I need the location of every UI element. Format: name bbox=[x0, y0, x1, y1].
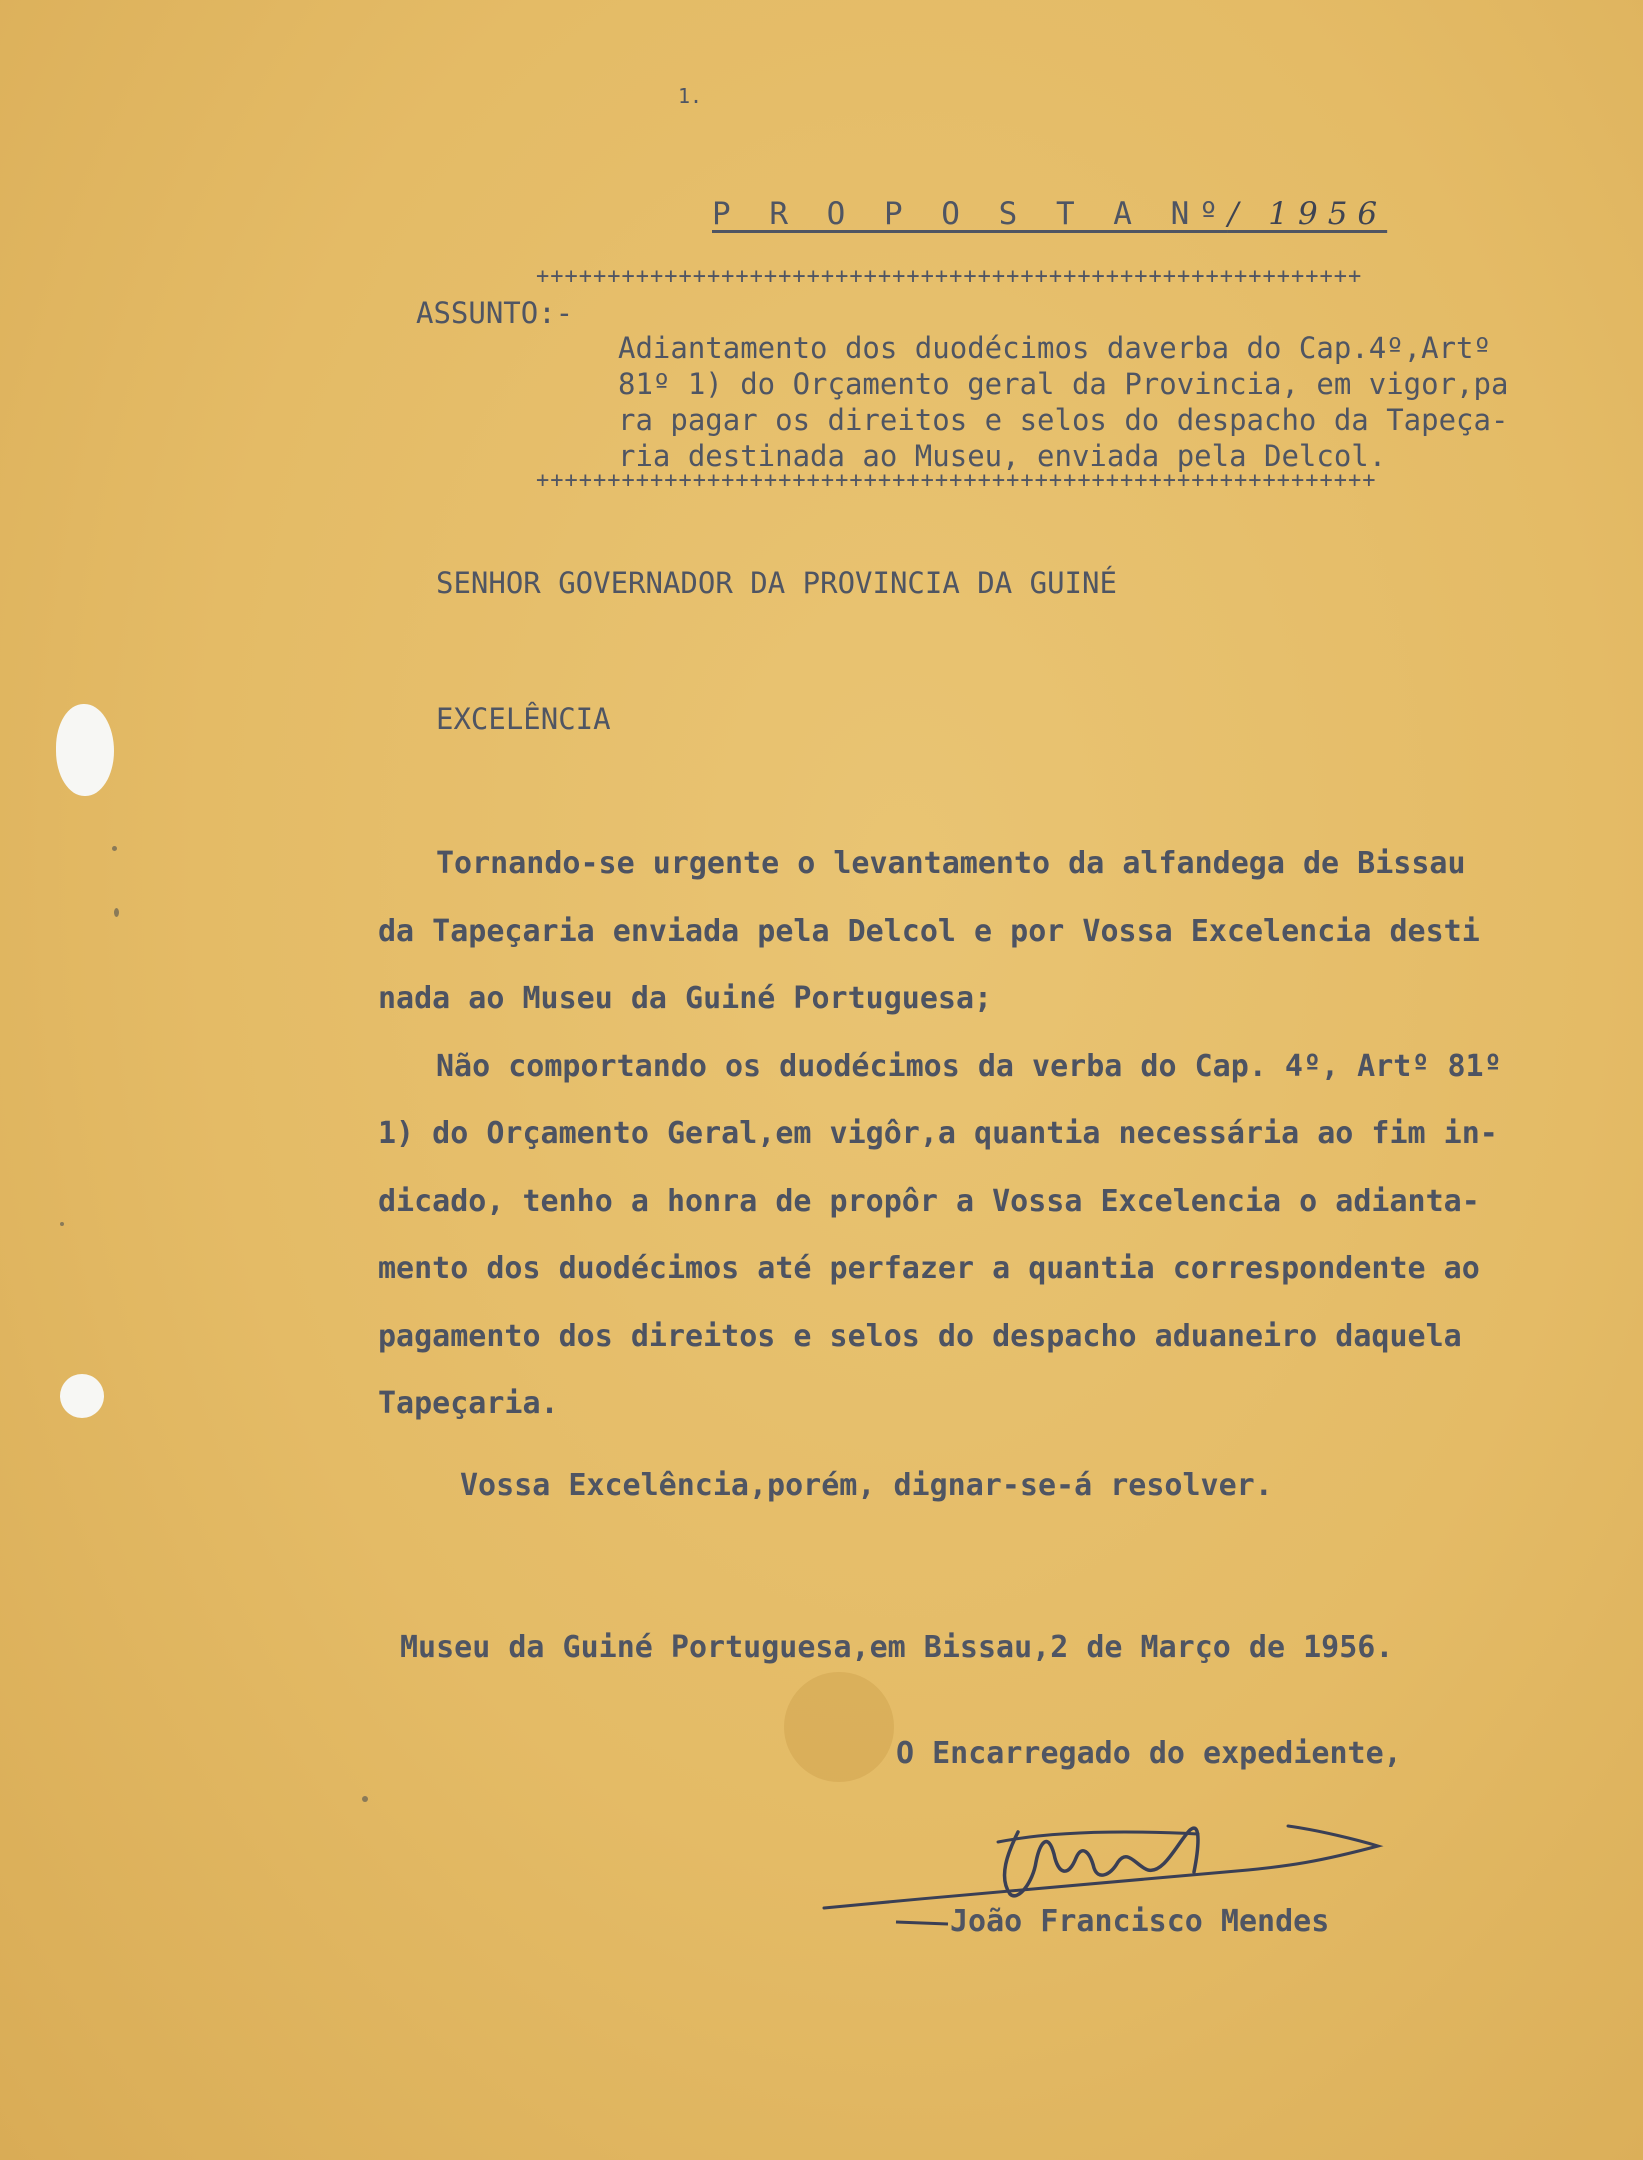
assunto-label: ASSUNTO:- bbox=[416, 296, 574, 330]
salutation: EXCELÊNCIA bbox=[436, 702, 611, 736]
signatory-name: João Francisco Mendes bbox=[950, 1904, 1330, 1939]
paper-speck bbox=[362, 1796, 368, 1802]
paper-speck bbox=[114, 908, 119, 917]
addressee: SENHOR GOVERNADOR DA PROVINCIA DA GUINÉ bbox=[436, 566, 1117, 600]
signature-underline bbox=[824, 1826, 1378, 1908]
assunto-text bbox=[618, 330, 1508, 474]
body-line: da Tapeçaria enviada pela Delcol e por Vossa Excelencia desti bbox=[378, 913, 1480, 949]
paper-speck bbox=[60, 1222, 64, 1226]
paper-stain bbox=[784, 1672, 894, 1782]
closing-line: Vossa Excelência,porém, dignar-se-á resolver. bbox=[460, 1468, 1273, 1503]
body-line: 1) do Orçamento Geral,em vigôr,a quantia necessária ao fim in- bbox=[378, 1116, 1498, 1151]
body-line: Não comportando os duodécimos da verba do Cap. 4º, Artº 81º bbox=[436, 1048, 1502, 1084]
assunto-line: 81º 1) do Orçamento geral da Provincia, em vigor,pa bbox=[618, 367, 1509, 401]
body-line: pagamento dos direitos e selos do despacho aduaneiro daquela bbox=[378, 1318, 1462, 1354]
body-line: Tapeçaria. bbox=[378, 1386, 559, 1421]
body-line: mento dos duodécimos até perfazer a quantia correspondente ao bbox=[378, 1251, 1480, 1286]
body-line: nada ao Museu da Guiné Portuguesa; bbox=[378, 981, 993, 1016]
dash-stroke bbox=[896, 1922, 948, 1924]
page-marker: 1. bbox=[678, 84, 703, 108]
body-line: dicado, tenho a honra de propôr a Vossa Excelencia o adianta- bbox=[378, 1183, 1480, 1219]
signatory-role: O Encarregado do expediente, bbox=[896, 1736, 1402, 1771]
title-handwritten-number: / 1956 bbox=[1227, 196, 1388, 232]
punch-hole-top bbox=[56, 704, 114, 796]
letter-body bbox=[378, 830, 1502, 1438]
document-title bbox=[712, 196, 1387, 232]
separator-top: ++++++++++++++++++++++++++++++++++++++++++++++++++++++++++ bbox=[536, 264, 1363, 289]
signature-stroke bbox=[1005, 1828, 1198, 1896]
handwritten-signature bbox=[818, 1782, 1404, 1912]
place-date: Museu da Guiné Portuguesa,em Bissau,2 de Março de 1956. bbox=[400, 1630, 1394, 1665]
paper-speck bbox=[112, 846, 117, 851]
name-dash-mark bbox=[892, 1912, 952, 1932]
assunto-line: ria destinada ao Museu, enviada pela Delcol. bbox=[618, 439, 1387, 473]
title-typed: P R O P O S T A Nº bbox=[712, 196, 1228, 232]
signature-stroke bbox=[998, 1832, 1198, 1842]
assunto-line: Adiantamento dos duodécimos daverba do Cap.4º,Artº bbox=[618, 331, 1491, 365]
punch-hole-bottom bbox=[60, 1374, 104, 1418]
assunto-line: ra pagar os direitos e selos do despacho da Tapeça- bbox=[618, 403, 1509, 437]
separator-bottom: +++++++++++++++++++++++++++++++++++++++++++++++++++++++++++ bbox=[536, 468, 1377, 493]
body-line: Tornando-se urgente o levantamento da alfandega de Bissau bbox=[436, 846, 1466, 881]
